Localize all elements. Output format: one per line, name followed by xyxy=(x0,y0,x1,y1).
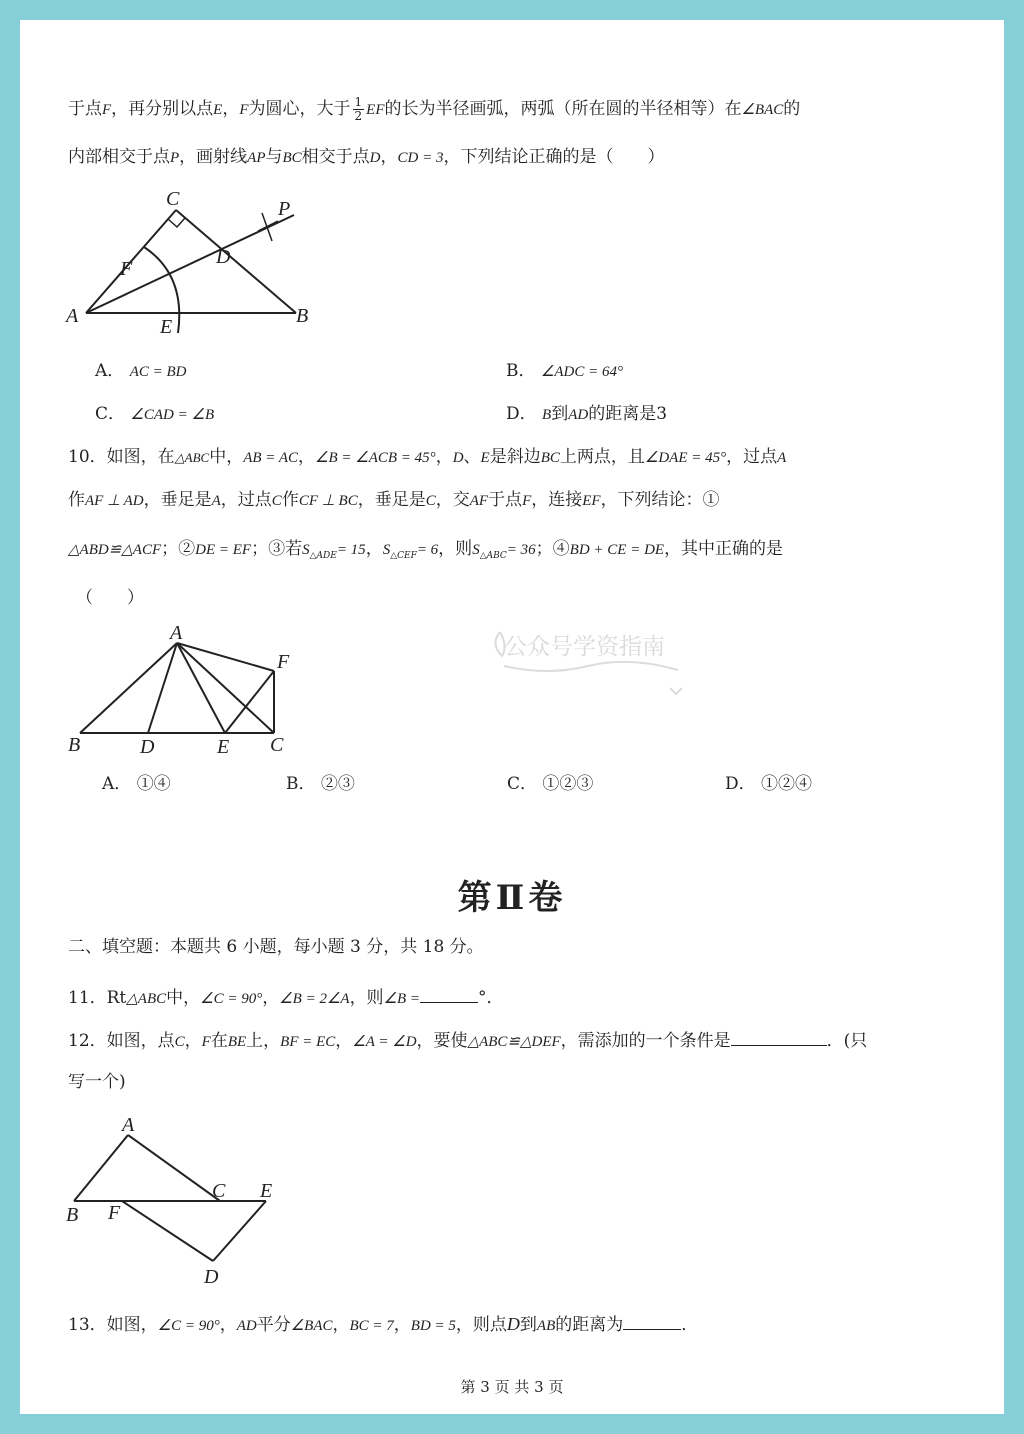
exam-page xyxy=(20,20,1004,1414)
q10-text: ，其中正确的是 xyxy=(664,539,784,559)
segment-ef xyxy=(225,671,274,733)
segment-ae xyxy=(177,643,225,733)
label-e: E xyxy=(217,736,230,758)
q9-var: P xyxy=(170,150,180,166)
option-letter: C． xyxy=(95,404,126,424)
q10-option-c[interactable] xyxy=(507,773,593,795)
q10-text: 10．如图，在 xyxy=(68,447,175,467)
q12-line2: 写一个) xyxy=(68,1072,126,1092)
q11-text: 11．Rt xyxy=(68,988,127,1008)
q10-var: C xyxy=(425,493,436,509)
label-f: F xyxy=(120,258,133,280)
q10-var: F xyxy=(522,493,532,509)
q13-text: 的距离为 xyxy=(555,1315,624,1335)
q10-var: △ABC xyxy=(174,450,210,465)
option-var: AD xyxy=(568,407,589,423)
q10-var: C xyxy=(271,493,282,509)
q12-var: F xyxy=(201,1034,211,1050)
q10-subscript: △ADE xyxy=(309,551,337,561)
section-title: 第Ⅱ卷 xyxy=(457,878,567,918)
q10-var: S xyxy=(382,542,391,558)
label-e: E xyxy=(160,316,173,338)
q10-var: CF ⊥ BC xyxy=(298,493,358,509)
q12-var: ∠A = ∠D xyxy=(352,1034,417,1050)
q12-text: 上， xyxy=(246,1031,281,1051)
q10-text: 作 xyxy=(68,490,85,510)
q10-var: = 6 xyxy=(416,542,439,558)
q10-var: BC xyxy=(540,450,560,466)
q12-figure xyxy=(60,1114,310,1288)
q10-option-b[interactable] xyxy=(286,773,355,795)
q13-text: ． xyxy=(681,1315,699,1335)
q10-var: A xyxy=(777,450,787,466)
option-text: ①②④ xyxy=(761,774,813,794)
q9-text: 于点 xyxy=(68,99,102,119)
q9-var: AP xyxy=(247,150,266,166)
q13-text: ，则点 xyxy=(455,1315,507,1335)
q9-var: CD = 3 xyxy=(397,150,444,166)
option-letter: B． xyxy=(506,361,536,381)
q10-answer-paren: （ ） xyxy=(76,588,144,608)
q13-text: 到 xyxy=(519,1315,537,1335)
q10-line2 xyxy=(68,489,720,512)
q10-text: ；③若 xyxy=(251,539,303,559)
q11-var: ∠B = xyxy=(383,991,421,1007)
watermark-text: 公众号学资指南 xyxy=(504,634,665,660)
q10-var: E xyxy=(480,450,490,466)
ray-ap xyxy=(86,215,294,313)
q10-var: DE = EF xyxy=(195,542,252,558)
q9-text: ， xyxy=(222,99,240,119)
q10-var: A xyxy=(211,493,221,509)
label-b: B xyxy=(66,1204,79,1226)
q12-var: △ABC≌△DEF xyxy=(467,1034,561,1050)
q11-var: △ABC xyxy=(126,991,167,1007)
q9-text: 内部相交于点 xyxy=(68,147,170,167)
q9-text: 的 xyxy=(783,99,801,119)
option-var: B xyxy=(542,407,552,423)
q11-var: ∠B = 2∠A xyxy=(279,991,350,1007)
label-c: C xyxy=(270,734,284,756)
q12-text: ， xyxy=(335,1031,353,1051)
q13-text: ， xyxy=(219,1315,237,1335)
q10-var: = 36 xyxy=(506,542,536,558)
q10-text: 上两点，且 xyxy=(559,447,645,467)
option-text: 的距离是3 xyxy=(588,404,668,424)
q13-answer-blank[interactable] xyxy=(623,1313,681,1330)
q10-option-a[interactable] xyxy=(102,773,171,795)
option-text: 到 xyxy=(551,404,569,424)
q13-var: AB xyxy=(536,1318,556,1334)
q10-var: AB = AC xyxy=(243,450,299,466)
q10-var: EF xyxy=(582,493,601,509)
option-letter: C． xyxy=(507,774,538,794)
label-a: A xyxy=(66,305,79,327)
q9-var: E xyxy=(213,102,223,118)
q13-var: D xyxy=(506,1314,520,1334)
label-d: D xyxy=(140,736,155,758)
q13 xyxy=(68,1313,698,1337)
option-text: ①②③ xyxy=(542,774,594,794)
q10-text: ，交 xyxy=(435,490,470,510)
option-letter: D． xyxy=(506,404,537,424)
q12-line1 xyxy=(68,1029,867,1053)
q12-var: C xyxy=(174,1034,185,1050)
q10-text: ，连接 xyxy=(531,490,583,510)
q9-text: 的长为半径画弧，两弧（所在圆的半径相等）在 xyxy=(384,99,742,119)
option-text: ①④ xyxy=(136,774,171,794)
option-letter: B． xyxy=(286,774,316,794)
fraction-denominator: 2 xyxy=(354,109,363,123)
label-d: D xyxy=(216,246,231,268)
option-letter: A． xyxy=(102,774,132,794)
q12-text: ，要使 xyxy=(416,1031,468,1051)
q13-var: BC = 7 xyxy=(349,1318,394,1334)
label-a: A xyxy=(170,622,183,644)
q10-text: ， xyxy=(435,447,453,467)
q11-text: ，则 xyxy=(349,988,384,1008)
q13-text: ， xyxy=(393,1315,411,1335)
q13-var: BD = 5 xyxy=(410,1318,456,1334)
option-text: ∠CAD = ∠B xyxy=(130,407,215,423)
q10-var: D xyxy=(452,450,464,466)
q12-text: 在 xyxy=(210,1031,228,1051)
q13-text: ， xyxy=(332,1315,350,1335)
fraction-one-half xyxy=(353,96,365,123)
q10-subscript: △ABC xyxy=(479,551,507,561)
q9-var: F xyxy=(102,102,112,118)
q10-line3 xyxy=(68,538,783,567)
q9-var: F xyxy=(239,102,249,118)
option-text: ∠ADC = 64° xyxy=(540,364,623,380)
page-footer: 第 3 页 共 3 页 xyxy=(460,1378,564,1396)
segment-ac xyxy=(128,1135,220,1201)
q13-text: 平分 xyxy=(256,1315,291,1335)
q9-text: 相交于点 xyxy=(301,147,370,167)
q12-var: BF = EC xyxy=(280,1034,336,1050)
q10-text: 中， xyxy=(209,447,244,467)
q10-text: ，则 xyxy=(438,539,473,559)
label-f: F xyxy=(108,1202,121,1224)
fraction-numerator: 1 xyxy=(354,95,363,109)
q10-var: AF ⊥ AD xyxy=(85,493,144,509)
q9-line1 xyxy=(68,96,800,123)
q10-text: 是斜边 xyxy=(489,447,541,467)
q10-text: ， xyxy=(298,447,316,467)
q13-text: 13．如图， xyxy=(68,1315,158,1335)
segment-fd xyxy=(122,1201,213,1261)
q9-text: 与 xyxy=(265,147,283,167)
option-text: AC = BD xyxy=(129,364,187,380)
q12-var: BE xyxy=(227,1034,247,1050)
label-a: A xyxy=(122,1114,135,1136)
q10-var: ∠B = ∠ACB = 45° xyxy=(315,450,436,466)
q10-figure xyxy=(60,622,320,765)
q10-var: S xyxy=(472,542,480,558)
q9-figure xyxy=(60,185,320,345)
q10-text: ，垂足是 xyxy=(143,490,212,510)
label-e: E xyxy=(260,1180,273,1202)
q11-var: ∠C = 90° xyxy=(200,991,263,1007)
q9-text: ，画射线 xyxy=(179,147,248,167)
segment-de xyxy=(213,1201,266,1261)
q9-option-a[interactable] xyxy=(95,360,186,383)
q10-text: 于点 xyxy=(488,490,523,510)
q12-text: ．(只 xyxy=(826,1031,868,1051)
q10-var: = 15 xyxy=(336,542,366,558)
q12-answer-blank[interactable] xyxy=(731,1029,827,1046)
q9-text: ， xyxy=(380,147,398,167)
option-letter: A． xyxy=(95,361,125,381)
section2-heading: 二、填空题：本题共 6 小题，每小题 3 分，共 18 分。 xyxy=(68,937,484,957)
q10-var: △ABD≌△ACF xyxy=(68,542,162,558)
q11 xyxy=(68,986,504,1010)
q10-line1 xyxy=(68,446,786,469)
q12-text: 12．如图，点 xyxy=(68,1031,175,1051)
q9-option-c[interactable] xyxy=(95,403,214,426)
q10-text: ；② xyxy=(161,539,196,559)
option-text: ②③ xyxy=(320,774,355,794)
q9-text: ，下列结论正确的是（ ） xyxy=(443,147,665,167)
label-c: C xyxy=(166,188,180,210)
q10-subscript: △CEF xyxy=(390,551,417,561)
q9-var: D xyxy=(369,150,381,166)
q10-var: BD + CE = DE xyxy=(569,542,665,558)
q9-line2 xyxy=(68,146,664,169)
q13-var: AD xyxy=(236,1318,257,1334)
segment-ba xyxy=(74,1135,128,1201)
q11-text: ， xyxy=(262,988,280,1008)
option-letter: D． xyxy=(725,774,756,794)
q10-var: ∠DAE = 45° xyxy=(644,450,727,466)
q10-text: ，垂足是 xyxy=(357,490,426,510)
label-c: C xyxy=(212,1180,226,1202)
q9-var: ∠BAC xyxy=(741,102,784,118)
q10-text: ；④ xyxy=(535,539,570,559)
label-f: F xyxy=(277,651,290,673)
q10-text: ，过点 xyxy=(220,490,272,510)
label-p: P xyxy=(278,198,291,220)
q12-text: ， xyxy=(184,1031,202,1051)
label-d: D xyxy=(204,1266,219,1288)
q10-var: AF xyxy=(469,493,489,509)
q13-var: ∠C = 90° xyxy=(157,1318,220,1334)
q10-text: ， xyxy=(365,539,383,559)
q11-text: °． xyxy=(478,988,504,1008)
q9-text: ，再分别以点 xyxy=(111,99,214,119)
q9-option-d[interactable] xyxy=(506,403,667,426)
q10-option-d[interactable] xyxy=(725,773,812,795)
q10-text: ，下列结论：① xyxy=(600,490,720,510)
q10-text: 、 xyxy=(463,447,481,467)
q12-text: ，需添加的一个条件是 xyxy=(560,1031,731,1051)
q10-text: ，过点 xyxy=(726,447,778,467)
q9-option-b[interactable] xyxy=(506,360,623,383)
q9-var: EF xyxy=(366,102,385,118)
q10-text: 作 xyxy=(281,490,299,510)
watermark xyxy=(478,622,708,702)
label-b: B xyxy=(68,734,81,756)
label-b: B xyxy=(296,305,309,327)
q9-var: BC xyxy=(282,150,302,166)
q10-var: S xyxy=(302,542,310,558)
q9-text: 为圆心，大于 xyxy=(248,99,351,119)
q11-answer-blank[interactable] xyxy=(420,986,478,1003)
q13-var: ∠BAC xyxy=(290,1318,333,1334)
right-angle-mark xyxy=(168,218,185,227)
q11-text: 中， xyxy=(166,988,201,1008)
